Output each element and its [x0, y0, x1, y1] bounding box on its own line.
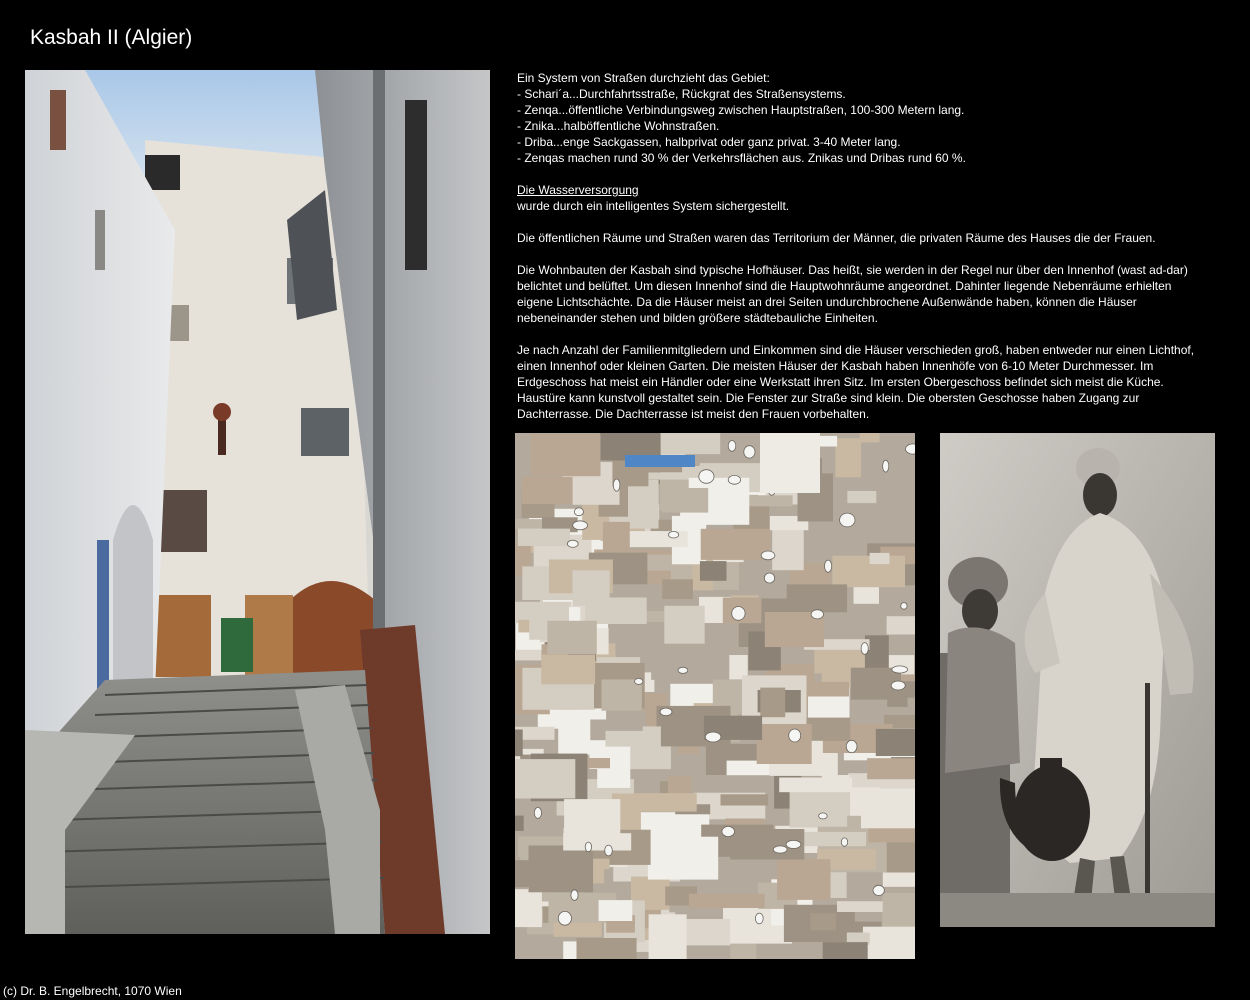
text-line: - Schari´a...Durchfahrtsstraße, Rückgrat des Straßensystems. [517, 87, 846, 101]
text-line: nebeneinander stehen und bilden größere städtebauliche Einheiten. [517, 311, 878, 325]
text-line: - Zenqa...öffentliche Verbindungsweg zwischen Hauptstraßen, 100-300 Metern lang. [517, 103, 965, 117]
paragraph-spaces [517, 230, 1227, 246]
text-line: Die öffentlichen Räume und Straßen waren das Territorium der Männer, die privaten Räume des Hauses die der Frauen. [517, 231, 1156, 245]
paragraph-house-sizes [517, 342, 1227, 422]
page-title: Kasbah II (Algier) [30, 26, 193, 49]
text-line: wurde durch ein intelligentes System sichergestellt. [517, 199, 790, 213]
copyright-notice: (c) Dr. B. Engelbrecht, 1070 Wien [3, 984, 182, 998]
rooftops-photo [515, 433, 915, 959]
paragraph-streets [517, 70, 1227, 166]
text-line: Die Wohnbauten der Kasbah sind typische Hofhäuser. Das heißt, sie werden in der Regel nur über den Innenhof (wast ad-dar) [517, 263, 1188, 277]
text-line: Ein System von Straßen durchzieht das Gebiet: [517, 71, 770, 85]
rooftops-image [515, 433, 915, 959]
text-line: Haustüre kann kunstvoll gestaltet sein. Die Fenster zur Straße sind klein. Die obersten Geschosse haben Zugang zur [517, 391, 1140, 405]
text-line: - Zenqas machen rund 30 % der Verkehrsflächen aus. Znikas und Dribas rund 60 %. [517, 151, 966, 165]
text-line: eigene Lichtschächte. Da die Häuser meist an drei Seiten undurchbrochene Außenwände haben, können die Häuser [517, 295, 1137, 309]
text-line: belichtet und belüftet. Um diesen Innenhof sind die Hauptwohnräume angeordnet. Dahinter liegende Nebenräume erhielten [517, 279, 1172, 293]
text-line: Je nach Anzahl der Familienmitgliedern und Einkommen sind die Häuser verschieden groß, haben entweder nur einen Lichthof, [517, 343, 1195, 357]
text-line: einen Innenhof oder kleinen Garten. Die meisten Häuser der Kasbah haben Innenhöfe von 6-10 Meter Durchmesser. Im [517, 359, 1154, 373]
text-line: Erdgeschoss hat meist ein Händler oder eine Werkstatt ihren Sitz. Im ersten Obergeschoss befindet sich meist die Küche. [517, 375, 1164, 389]
paragraph-courtyard-houses [517, 262, 1227, 326]
historic-portrait-image [940, 433, 1215, 927]
description-text [517, 70, 1227, 438]
text-line: - Driba...enge Sackgassen, halbprivat oder ganz privat. 3-40 Meter lang. [517, 135, 901, 149]
paragraph-water [517, 182, 1227, 214]
text-line: Dachterrasse. Die Dachterrasse ist meist den Frauen vorbehalten. [517, 407, 870, 421]
text-line: - Znika...halböffentliche Wohnstraßen. [517, 119, 720, 133]
alley-stairs-image [25, 70, 490, 934]
section-heading: Die Wasserversorgung [517, 183, 639, 197]
historic-portrait-photo [940, 433, 1215, 927]
alley-stairs-photo [25, 70, 490, 934]
